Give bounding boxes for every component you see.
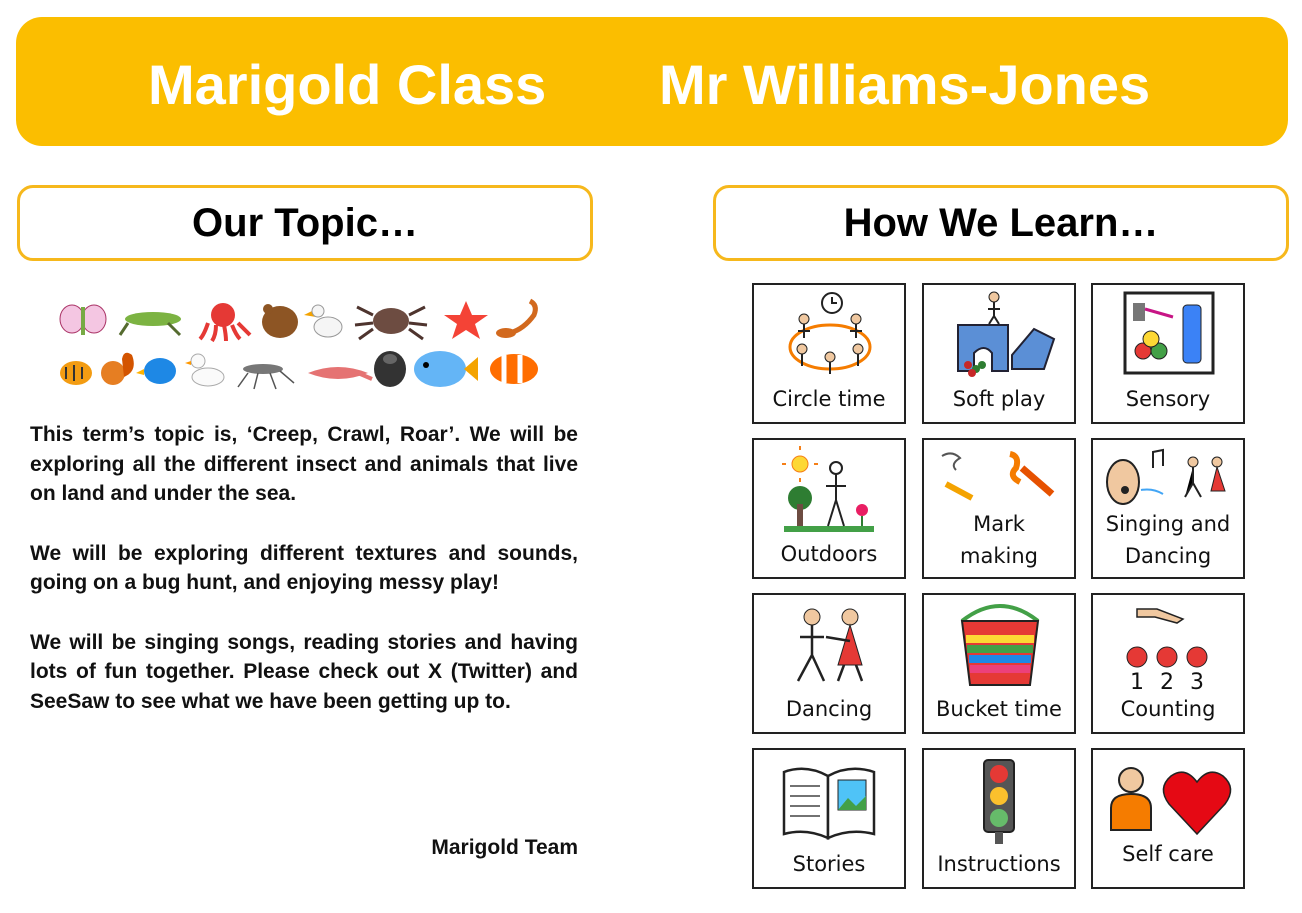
card-counting: [1091, 593, 1245, 734]
topic-paragraph: This term’s topic is, ‘Creep, Crawl, Roar’. We will be exploring all the different insect and animals that live on land and under the sea.: [30, 423, 578, 505]
singing-dancing-icon: [1093, 440, 1243, 520]
traffic-light-icon: [924, 750, 1074, 850]
count-number: 3: [1190, 670, 1204, 695]
card-soft-play: [922, 283, 1076, 424]
card-mark-making: [922, 438, 1076, 579]
bear-icon: [262, 304, 298, 338]
topic-heading-text: Our Topic…: [192, 200, 418, 245]
tiger-icon: [60, 361, 92, 385]
mosquito-icon: [238, 364, 294, 389]
signoff: Marigold Team: [431, 836, 578, 859]
card-stories: [752, 748, 906, 889]
grasshopper-icon: [120, 312, 181, 335]
butterfly-icon: [60, 305, 106, 335]
card-outdoors: [752, 438, 906, 579]
learn-heading: [713, 185, 1289, 261]
starfish-icon: [444, 301, 488, 339]
duck-icon: [185, 354, 224, 386]
card-label: Mark: [973, 512, 1025, 536]
octopus-icon: [200, 303, 250, 341]
topic-paragraph: We will be exploring different textures and sounds, going on a bug hunt, and enjoying messy play!: [30, 541, 578, 594]
book-icon: [754, 750, 904, 850]
class-name: Marigold Class: [148, 53, 547, 116]
card-label: Instructions: [937, 852, 1061, 876]
topic-heading: [17, 185, 593, 261]
animals-illustration: [58, 297, 548, 391]
card-sensory: [1091, 283, 1245, 424]
card-bucket-time: [922, 593, 1076, 734]
lizard-icon: [308, 367, 372, 379]
count-number: 1: [1130, 670, 1144, 695]
card-self-care: [1091, 748, 1245, 889]
card-label: Dancing: [1124, 544, 1212, 568]
fish-icon: [414, 351, 478, 387]
bucket-icon: [924, 595, 1074, 695]
card-label: Soft play: [952, 387, 1046, 411]
soft-play-icon: [924, 285, 1074, 385]
spider-icon: [355, 307, 427, 339]
counting-icon: [1093, 595, 1243, 695]
card-label: Circle time: [772, 387, 886, 411]
card-singing-dancing: [1091, 438, 1245, 579]
sensory-icon: [1093, 285, 1243, 385]
pelican-icon: [304, 305, 342, 337]
card-label: Sensory: [1125, 387, 1211, 411]
squirrel-icon: [101, 353, 134, 385]
clownfish-icon: [490, 354, 538, 384]
topic-paragraph: We will be singing songs, reading stories and having lots of fun together. Please check out X (Twitter) and SeeSaw to see what we have been getting up to.: [30, 630, 578, 713]
count-number: 2: [1160, 670, 1174, 695]
card-label: Stories: [792, 852, 866, 876]
dancing-icon: [754, 595, 904, 695]
learning-grid: [752, 283, 1246, 890]
scorpion-icon: [496, 301, 535, 338]
card-circle-time: [752, 283, 906, 424]
card-label: making: [960, 544, 1038, 568]
bird-icon: [136, 358, 176, 384]
learn-heading-text: How We Learn…: [843, 200, 1159, 245]
card-dancing: [752, 593, 906, 734]
self-care-icon: [1093, 750, 1243, 850]
teacher-name: Mr Williams-Jones: [659, 53, 1151, 116]
gorilla-icon: [374, 351, 406, 387]
card-instructions: [922, 748, 1076, 889]
mark-making-icon: [924, 440, 1074, 520]
outdoors-icon: [754, 440, 904, 540]
topic-description: [30, 420, 578, 746]
circle-time-icon: [754, 285, 904, 385]
card-label: Bucket time: [936, 697, 1062, 721]
card-label: Self care: [1122, 842, 1214, 866]
card-label: Counting: [1120, 697, 1216, 721]
card-label: Dancing: [785, 697, 873, 721]
card-label: Outdoors: [780, 542, 878, 566]
card-label: Singing and: [1105, 512, 1231, 536]
